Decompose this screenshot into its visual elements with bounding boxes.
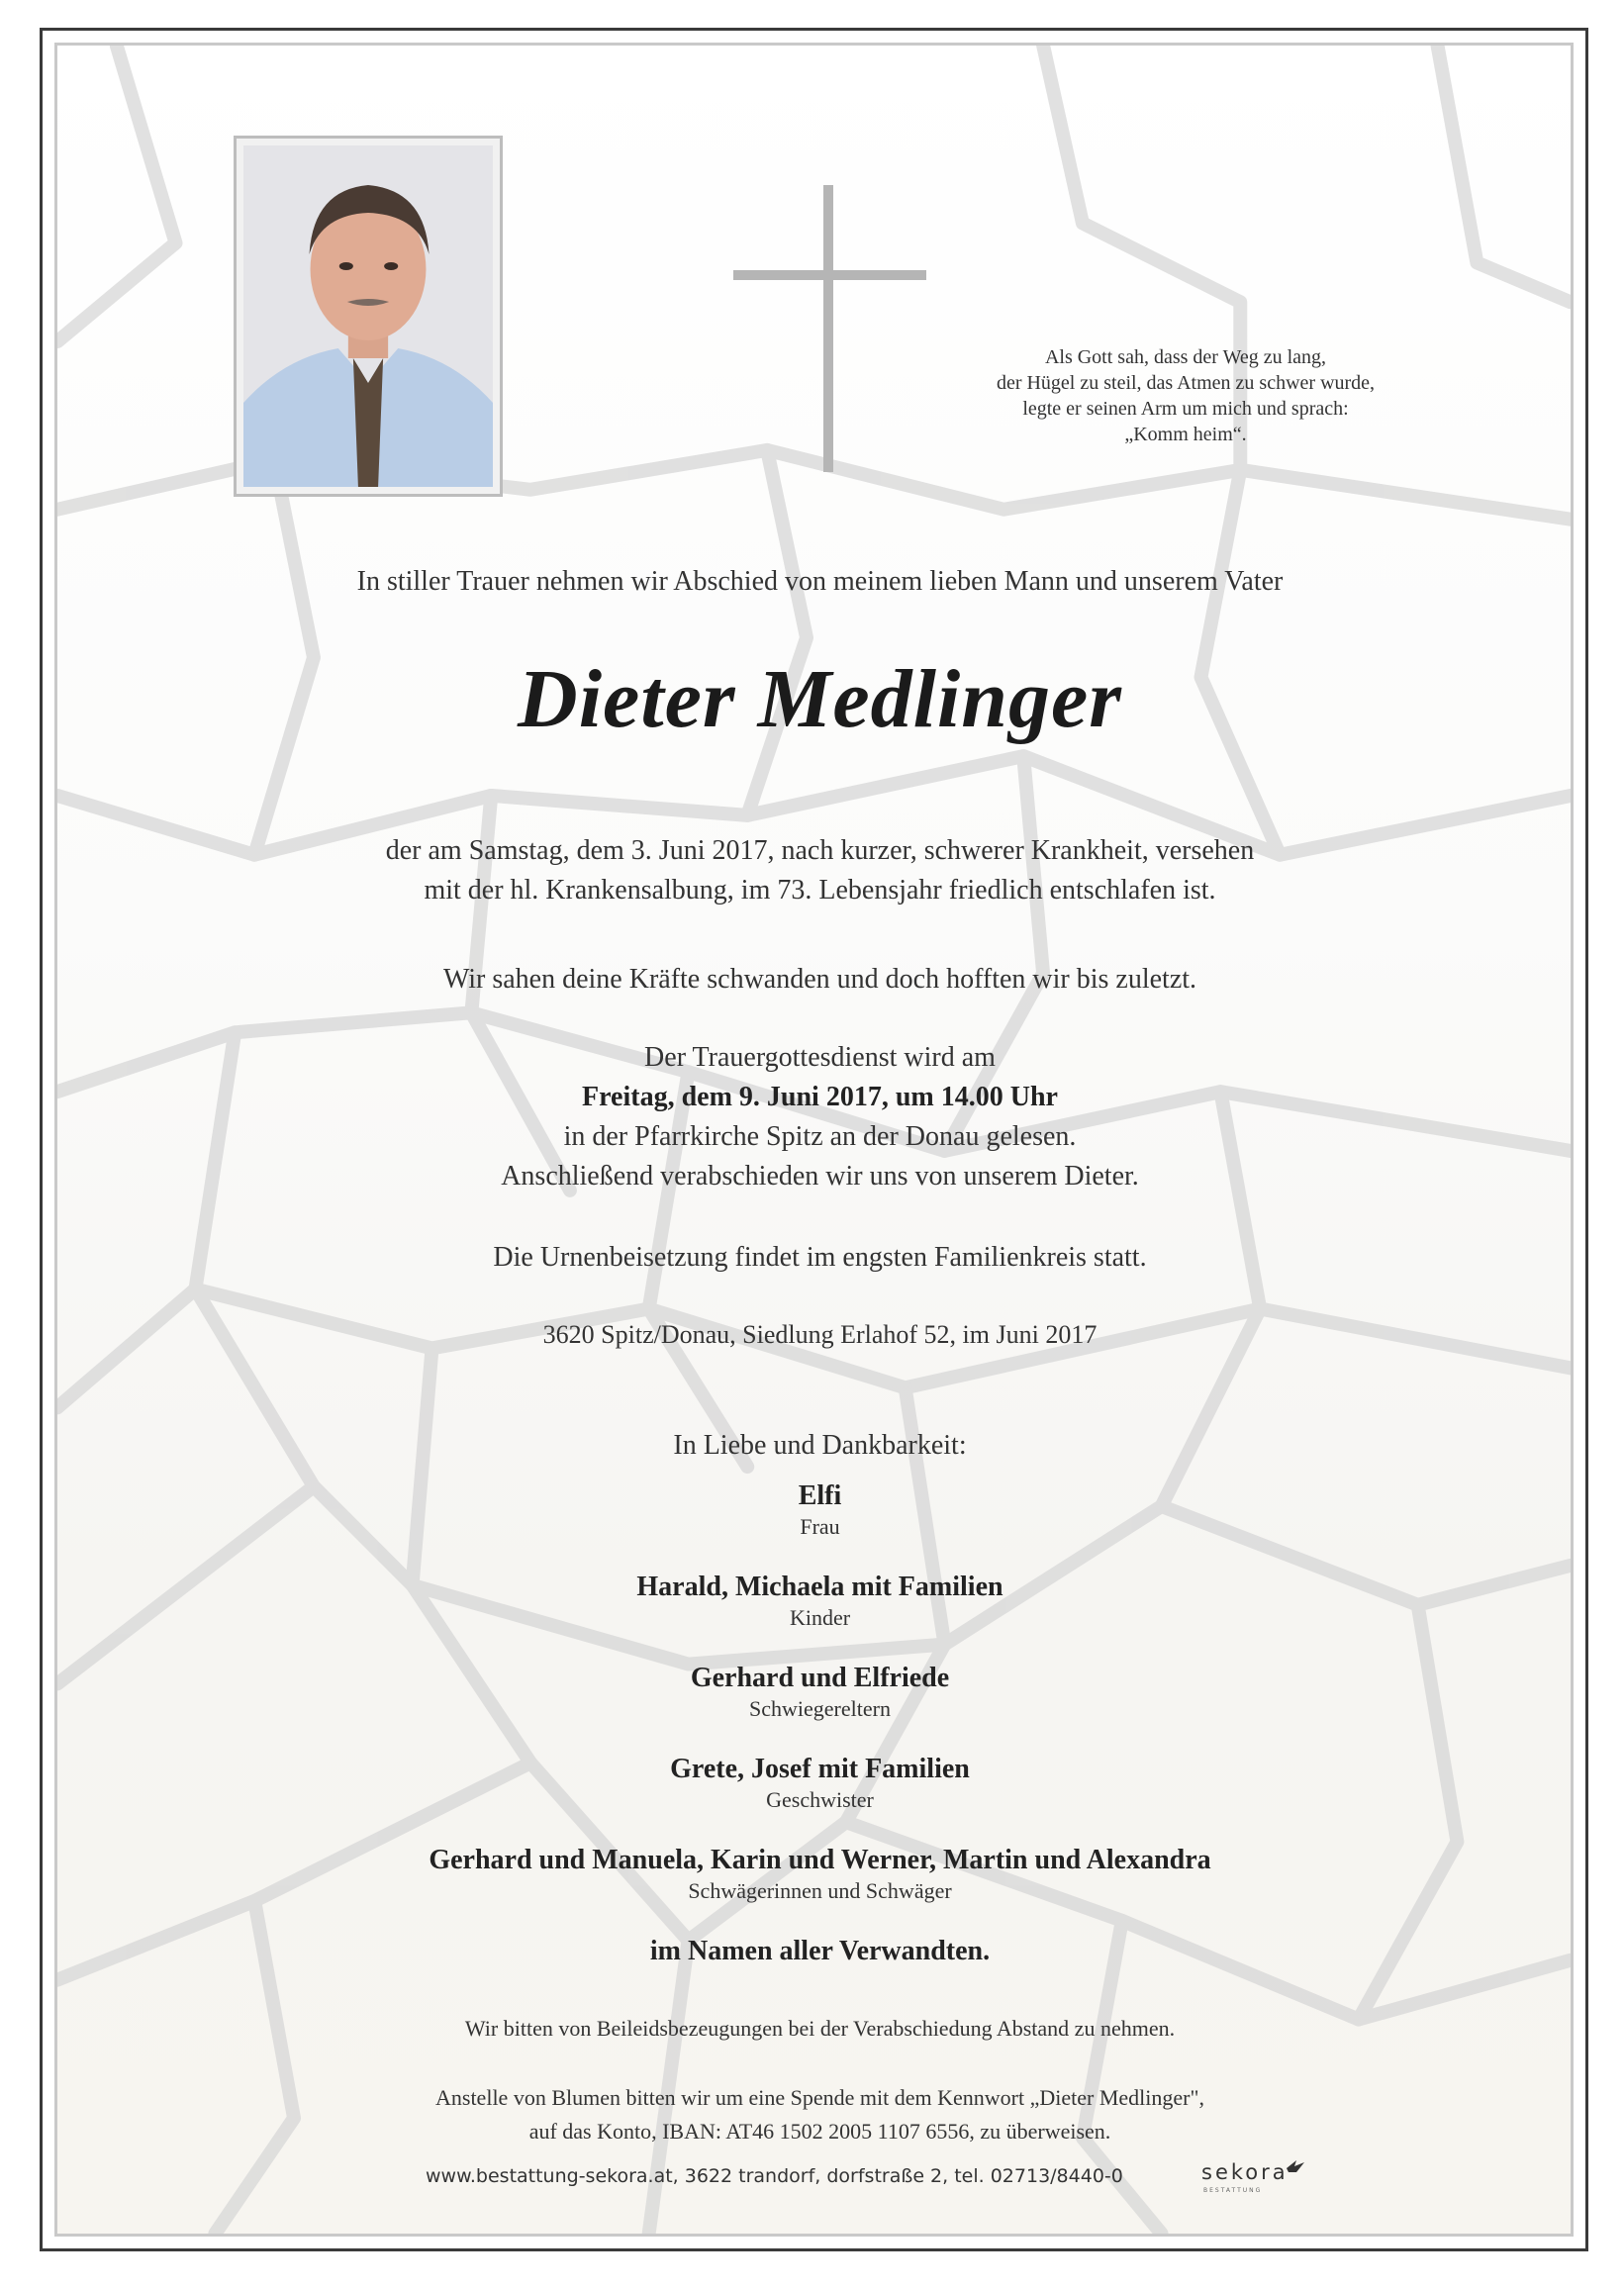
family-names: Elfi	[798, 1480, 842, 1511]
family-entry	[117, 1479, 1523, 1541]
quote-line: der Hügel zu steil, das Atmen zu schwer wurde,	[996, 372, 1376, 394]
family-relation: Frau	[800, 1514, 840, 1539]
service-line: in der Pfarrkirche Spitz an der Donau gelesen.	[563, 1121, 1077, 1152]
death-line: der am Samstag, dem 3. Juni 2017, nach kurzer, schwerer Krankheit, versehen	[385, 835, 1255, 866]
donation-line: auf das Konto, IBAN: AT46 1502 2005 1107 6556, zu überweisen.	[528, 2119, 1111, 2144]
donation-line: Anstelle von Blumen bitten wir um eine Spende mit dem Kennwort „Dieter Medlinger",	[435, 2085, 1204, 2110]
service-line: Anschließend verabschieden wir uns von unserem Dieter.	[501, 1161, 1139, 1192]
family-names: Gerhard und Manuela, Karin und Werner, Martin und Alexandra	[429, 1845, 1211, 1875]
quote-line: legte er seinen Arm um mich und sprach:	[1022, 398, 1349, 420]
quote-line: Als Gott sah, dass der Weg zu lang,	[1044, 346, 1327, 368]
family-relation: Schwägerinnen und Schwäger	[688, 1878, 952, 1903]
death-line: mit der hl. Krankensalbung, im 73. Lebensjahr friedlich entschlafen ist.	[424, 875, 1216, 906]
cross-icon	[733, 185, 926, 472]
portrait-photo	[234, 136, 503, 497]
family-relation: Geschwister	[766, 1787, 874, 1812]
address: 3620 Spitz/Donau, Siedlung Erlahof 52, im Juni 2017	[542, 1320, 1098, 1349]
family-names: Harald, Michaela mit Familien	[636, 1572, 1003, 1602]
deceased-name: Dieter Medlinger	[518, 653, 1122, 745]
inner-frame	[54, 43, 1574, 2237]
sekora-logo	[1199, 2154, 1308, 2198]
family-entry	[117, 1844, 1523, 1905]
content	[57, 46, 1571, 2234]
intro-text: In stiller Trauer nehmen wir Abschied von meinem lieben Mann und unserem Vater	[356, 566, 1284, 597]
service-date: Freitag, dem 9. Juni 2017, um 14.00 Uhr	[582, 1082, 1058, 1112]
family-relation: Kinder	[789, 1605, 851, 1630]
service-info	[117, 1038, 1523, 1196]
logo-text: sekora	[1201, 2160, 1289, 2184]
relatives-text: im Namen aller Verwandten.	[649, 1936, 991, 1966]
footer-contact: www.bestattung-sekora.at, 3622 trandorf, dorfstraße 2, tel. 02713/8440-0	[426, 2165, 1123, 2187]
family-entry	[117, 1662, 1523, 1723]
service-line: Der Trauergottesdienst wird am	[644, 1042, 996, 1073]
love-heading: In Liebe und Dankbarkeit:	[673, 1430, 967, 1461]
portrait-image	[243, 145, 493, 487]
family-entry	[117, 1571, 1523, 1632]
logo-subtext: BESTATTUNG	[1203, 2187, 1263, 2194]
family-relation: Schwiegereltern	[749, 1696, 891, 1721]
death-notice	[117, 831, 1523, 910]
family-names: Grete, Josef mit Familien	[670, 1754, 970, 1784]
family-entry	[117, 1753, 1523, 1814]
urn-text: Die Urnenbeisetzung findet im engsten Familienkreis statt.	[493, 1242, 1147, 1273]
quote	[928, 344, 1443, 447]
condolence-note: Wir bitten von Beileidsbezeugungen bei der Verabschiedung Abstand zu nehmen.	[464, 2016, 1176, 2041]
quote-line: „Komm heim“.	[1124, 424, 1247, 445]
family-names: Gerhard und Elfriede	[690, 1663, 950, 1693]
outer-frame	[40, 28, 1588, 2251]
donation-note	[117, 2081, 1523, 2148]
bird-icon	[1287, 2160, 1304, 2172]
strength-text: Wir sahen deine Kräfte schwanden und doch hofften wir bis zuletzt.	[442, 964, 1197, 995]
